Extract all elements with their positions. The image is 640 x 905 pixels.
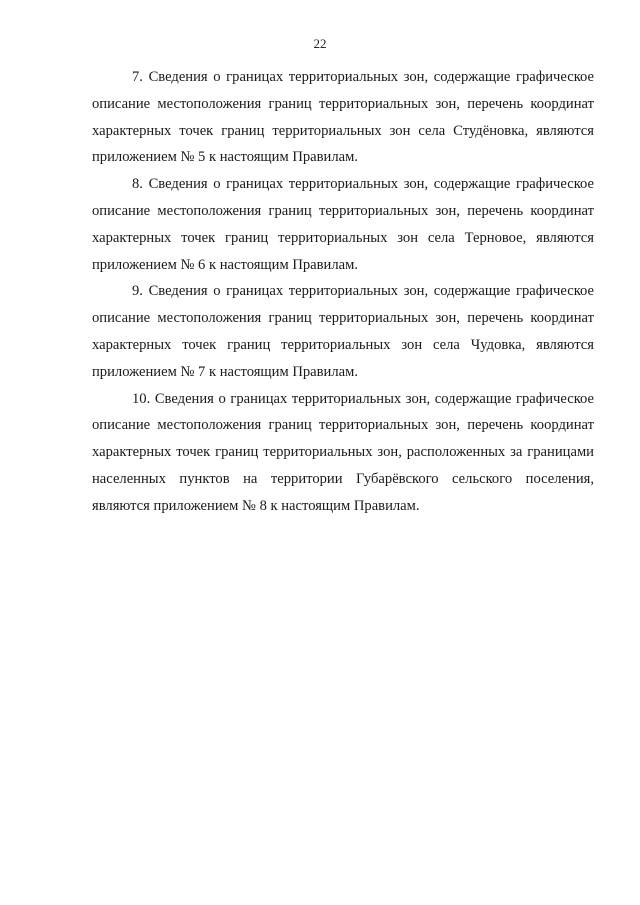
paragraph-10: 10. Сведения о границах территориальных зон, содержащие графическое описание местоположения границ территориальных зон, перечень координат характерных точек границ территориальных зон, расположенных за границами населенных пунктов на территории Губарёвского сельского поселения, являются приложением № 8 к настоящим Правилам. xyxy=(92,390,594,514)
paragraph-7: 7. Сведения о границах территориальных зон, содержащие графическое описание местоположения границ территориальных зон, перечень координат характерных точек границ территориальных зон села Студёновка, являются приложением № 5 к настоящим Правилам. xyxy=(92,69,594,166)
paragraph-9: 9. Сведения о границах территориальных зон, содержащие графическое описание местоположения границ территориальных зон, перечень координат характерных точек границ территориальных зон села Чудовка, являются приложением № 7 к настоящим Правилам. xyxy=(92,283,594,380)
document-body xyxy=(92,64,594,520)
paragraph-8: 8. Сведения о границах территориальных зон, содержащие графическое описание местоположения границ территориальных зон, перечень координат характерных точек границ территориальных зон села Терновое, являются приложением № 6 к настоящим Правилам. xyxy=(92,176,594,273)
page-number: 22 xyxy=(313,36,327,51)
